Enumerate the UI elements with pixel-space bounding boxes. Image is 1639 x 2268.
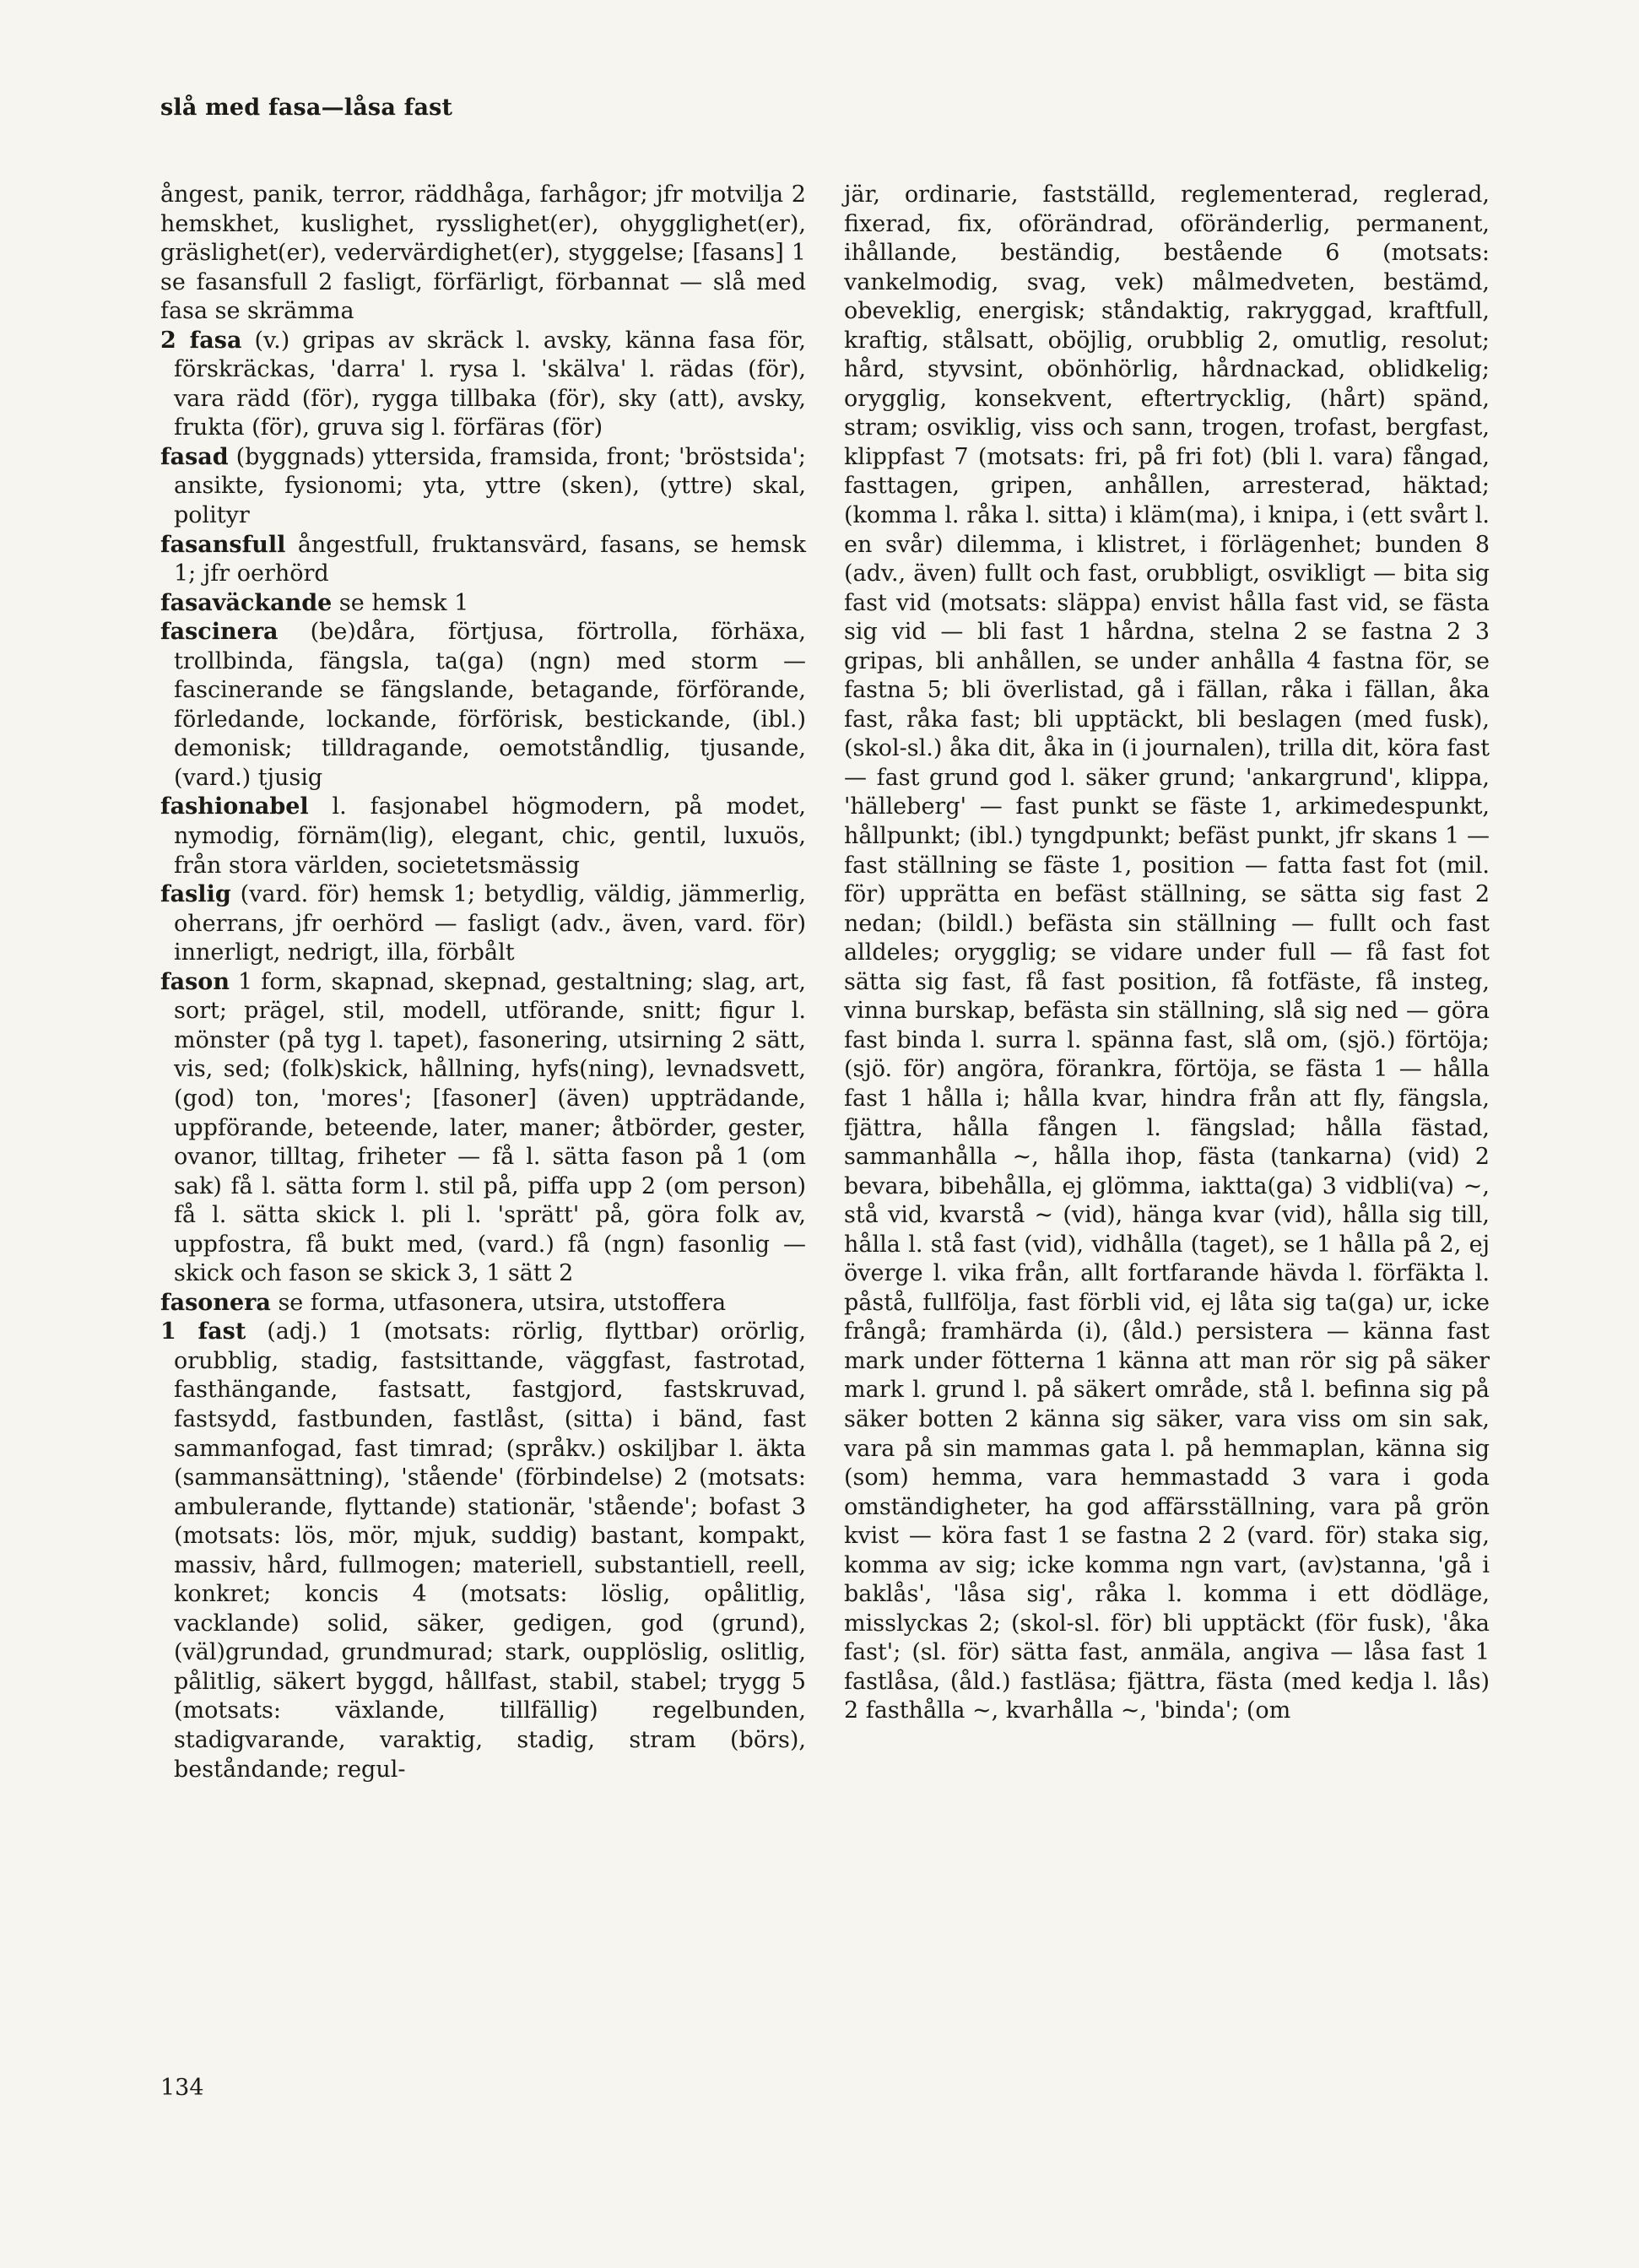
- entry-headword: fascinera: [160, 619, 279, 646]
- entry-headword: fashionabel: [160, 793, 309, 820]
- dictionary-entry: [160, 443, 806, 531]
- entry-text: se forma, utfasonera, utsira, utstoffera: [270, 1289, 727, 1316]
- dictionary-entry: [160, 181, 806, 327]
- entry-headword: fasad: [160, 443, 229, 470]
- dictionary-entry: [160, 1318, 806, 1784]
- entry-text: (v.) gripas av skräck l. avsky, känna fasa för, förskräckas, 'darra' l. rysa l. 'skälva' l. rädas (för), vara rädd (för), rygga tillbaka (för), sky (att), avsky, frukta (för), gruva sig l. förfäras (för): [174, 327, 806, 441]
- entry-headword: faslig: [160, 881, 231, 908]
- entry-headword: 1 fast: [160, 1318, 246, 1345]
- running-head: slå med fasa—låsa fast: [160, 95, 453, 121]
- entry-text: (adj.) 1 (motsats: rörlig, flyttbar) orörlig, orubblig, stadig, fastsittande, väggfast, fastrotad, fasthängande, fastsatt, fastgjord, fastskruvad, fastsydd, fastbunden, fastlåst, (sitta) i bänd, fast sammanfogad, fast timrad; (språkv.) oskiljbar l. äkta (sammansättning), 'stående' (förbindelse) 2 (motsats: ambulerande, flyttande) stationär, 'stående'; bofast 3 (motsats: lös, mör, mjuk, suddig) bastant, kompakt, massiv, hård, fullmogen; materiell, substantiell, reell, konkret; koncis 4 (motsats: löslig, opålitlig, vacklande) solid, säker, gedigen, god (grund), (väl)grundad, grundmurad; stark, oupplöslig, oslitlig, pålitlig, säkert byggd, hållfast, stabil, stabel; trygg 5 (motsats: växlande, tillfällig) regelbunden, stadigvarande, varaktig, stadig, stram (börs), beståndande; regul-: [174, 1318, 806, 1783]
- left-column: [160, 181, 806, 1784]
- dictionary-entry: [160, 968, 806, 1289]
- entry-text: ångestfull, fruktansvärd, fasans, se hemsk 1; jfr oerhörd: [174, 531, 806, 587]
- entry-text: (vard. för) hemsk 1; betydlig, väldig, jämmerlig, oherrans, jfr oerhörd — fasligt (adv., även, vard. för) innerligt, nedrigt, illa, förbålt: [174, 881, 806, 966]
- entry-text: 1 form, skapnad, skepnad, gestaltning; slag, art, sort; prägel, stil, modell, utförande, snitt; figur l. mönster (på tyg l. tapet), fasonering, utsirning 2 sätt, vis, sed; (folk)skick, hållning, hyfs(ning), levnadsvett, (god) ton, 'mores'; [fasoner] (även) uppträdande, uppförande, beteende, later, maner; åtbörder, gester, ovanor, tilltag, friheter — få l. sätta fason på 1 (om sak) få l. sätta form l. stil på, piffa upp 2 (om person) få l. sätta skick l. pli l. 'sprätt' på, göra folk av, uppfostra, få bukt med, (vard.) få (ngn) fasonlig — skick och fason se skick 3, 1 sätt 2: [174, 968, 806, 1287]
- entry-text: jär, ordinarie, fastställd, reglementerad, reglerad, fixerad, fix, oförändrad, oföränderlig, permanent, ihållande, beständig, bestående 6 (motsats: vankelmodig, svag, vek) målmedveten, bestämd, obeveklig, energisk; ståndaktig, rakryggad, kraftfull, kraftig, stålsatt, oböjlig, orubblig 2, omutlig, resolut; hård, styvsint, obönhörlig, hårdnackad, oblidkelig; orygglig, konsekvent, eftertrycklig, (hårt) spänd, stram; osviklig, viss och sann, trogen, trofast, bergfast, klippfast 7 (motsats: fri, på fri fot) (bli l. vara) fångad, fasttagen, gripen, anhållen, arresterad, häktad; (komma l. råka l. sitta) i kläm(ma), i knipa, i (ett svårt l. en svår) dilemma, i klistret, i förlägenhet; bunden 8 (adv., även) fullt och fast, orubbligt, osvikligt — bita sig fast vid (motsats: släppa) envist hålla fast vid, se fästa sig vid — bli fast 1 hårdna, stelna 2 se fastna 2 3 gripas, bli anhållen, se under anhålla 4 fastna för, se fastna 5; bli överlistad, gå i fällan, råka i fällan, åka fast, råka fast; bli upptäckt, bli beslagen (med fusk), (skol-sl.) åka dit, åka in (i journalen), trilla dit, köra fast — fast grund god l. säker grund; 'ankargrund', klippa, 'hälleberg' — fast punkt se fäste 1, arkimedespunkt, hållpunkt; (ibl.) tyngdpunkt; befäst punkt, jfr skans 1 — fast ställning se fäste 1, position — fatta fast fot (mil. för) upprätta en befäst ställning, se sätta sig fast 2 nedan; (bildl.) befästa sin ställning — fullt och fast alldeles; orygglig; se vidare under full — få fast fot sätta sig fast, få fast position, få fotfäste, få insteg, vinna burskap, befästa sin ställning, slå sig ned — göra fast binda l. surra l. spänna fast, slå om, (sjö.) förtöja; (sjö. för) angöra, förankra, förtöja, se fästa 1 — hålla fast 1 hålla i; hålla kvar, hindra från att fly, fängsla, fjättra, hålla fången l. fängslad; hålla fästad, sammanhålla ~, hålla ihop, fästa (tankarna) (vid) 2 bevara, bibehålla, ej glömma, iaktta(ga) 3 vidbli(va) ~, stå vid, kvarstå ~ (vid), hänga kvar (vid), hålla sig till, hålla l. stå fast (vid), vidhålla (taget), se 1 hålla på 2, ej överge l. vika från, allt fortfarande hävda l. förfäkta l. påstå, fullfölja, fast förbli vid, ej låta sig ta(ga) ur, icke frångå; framhärda (i), (åld.) persistera — känna fast mark under fötterna 1 känna att man rör sig på säker mark l. grund l. på säkert område, stå l. befinna sig på säker botten 2 känna sig säker, vara viss om sin sak, vara på sin mammas gata l. på hemmaplan, känna sig (som) hemma, vara hemmastadd 3 vara i goda omständigheter, ha god affärsställning, vara på grön kvist — köra fast 1 se fastna 2 2 (vard. för) staka sig, komma av sig; icke komma ngn vart, (av)stanna, 'gå i baklås', 'låsa sig', råka l. komma i ett dödläge, misslyckas 2; (skol-sl. för) bli upptäckt (för fusk), 'åka fast'; (sl. för) sätta fast, anmäla, angiva — låsa fast 1 fastlåsa, (åld.) fastläsa; fjättra, fästa (med kedja l. lås) 2 fasthålla ~, kvarhålla ~, 'binda'; (om: [844, 181, 1490, 1724]
- dictionary-entry: [160, 618, 806, 793]
- entry-text: se hemsk 1: [332, 589, 469, 616]
- entry-text: ångest, panik, terror, räddhåga, farhågor; jfr motvilja 2 hemskhet, kuslighet, rysslighet(er), ohygglighet(er), gräslighet(er), vedervärdighet(er), styggelse; [fasans] 1 se fasansfull 2 fasligt, förfärligt, förbannat — slå med fasa se skrämma: [160, 181, 806, 325]
- entry-headword: 2 fasa: [160, 327, 242, 354]
- dictionary-entry: [160, 327, 806, 443]
- entry-headword: fason: [160, 968, 230, 995]
- dictionary-entry: [160, 589, 806, 619]
- dictionary-entry: [160, 793, 806, 880]
- page-number: 134: [160, 2075, 204, 2101]
- right-column: [844, 181, 1490, 1726]
- entry-text: (byggnads) yttersida, framsida, front; 'bröstsida'; ansikte, fysionomi; yta, yttre (sken), (yttre) skal, polityr: [174, 443, 806, 529]
- dictionary-entry: [160, 531, 806, 589]
- entry-headword: fasansfull: [160, 531, 286, 558]
- dictionary-entry: [844, 181, 1490, 1726]
- entry-headword: fasaväckande: [160, 589, 333, 616]
- entry-headword: fasonera: [160, 1289, 271, 1316]
- entry-text: l. fasjonabel högmodern, på modet, nymodig, förnäm(lig), elegant, chic, gentil, luxuös, från stora världen, societetsmässig: [174, 793, 806, 879]
- entry-text: (be)dåra, förtjusa, förtrolla, förhäxa, trollbinda, fängsla, ta(ga) (ngn) med storm — fascinerande se fängslande, betagande, förförande, förledande, lockande, förförisk, bestickande, (ibl.) demonisk; tilldragande, oemotståndlig, tjusande, (vard.) tjusig: [174, 619, 806, 791]
- dictionary-entry: [160, 880, 806, 968]
- dictionary-entry: [160, 1289, 806, 1318]
